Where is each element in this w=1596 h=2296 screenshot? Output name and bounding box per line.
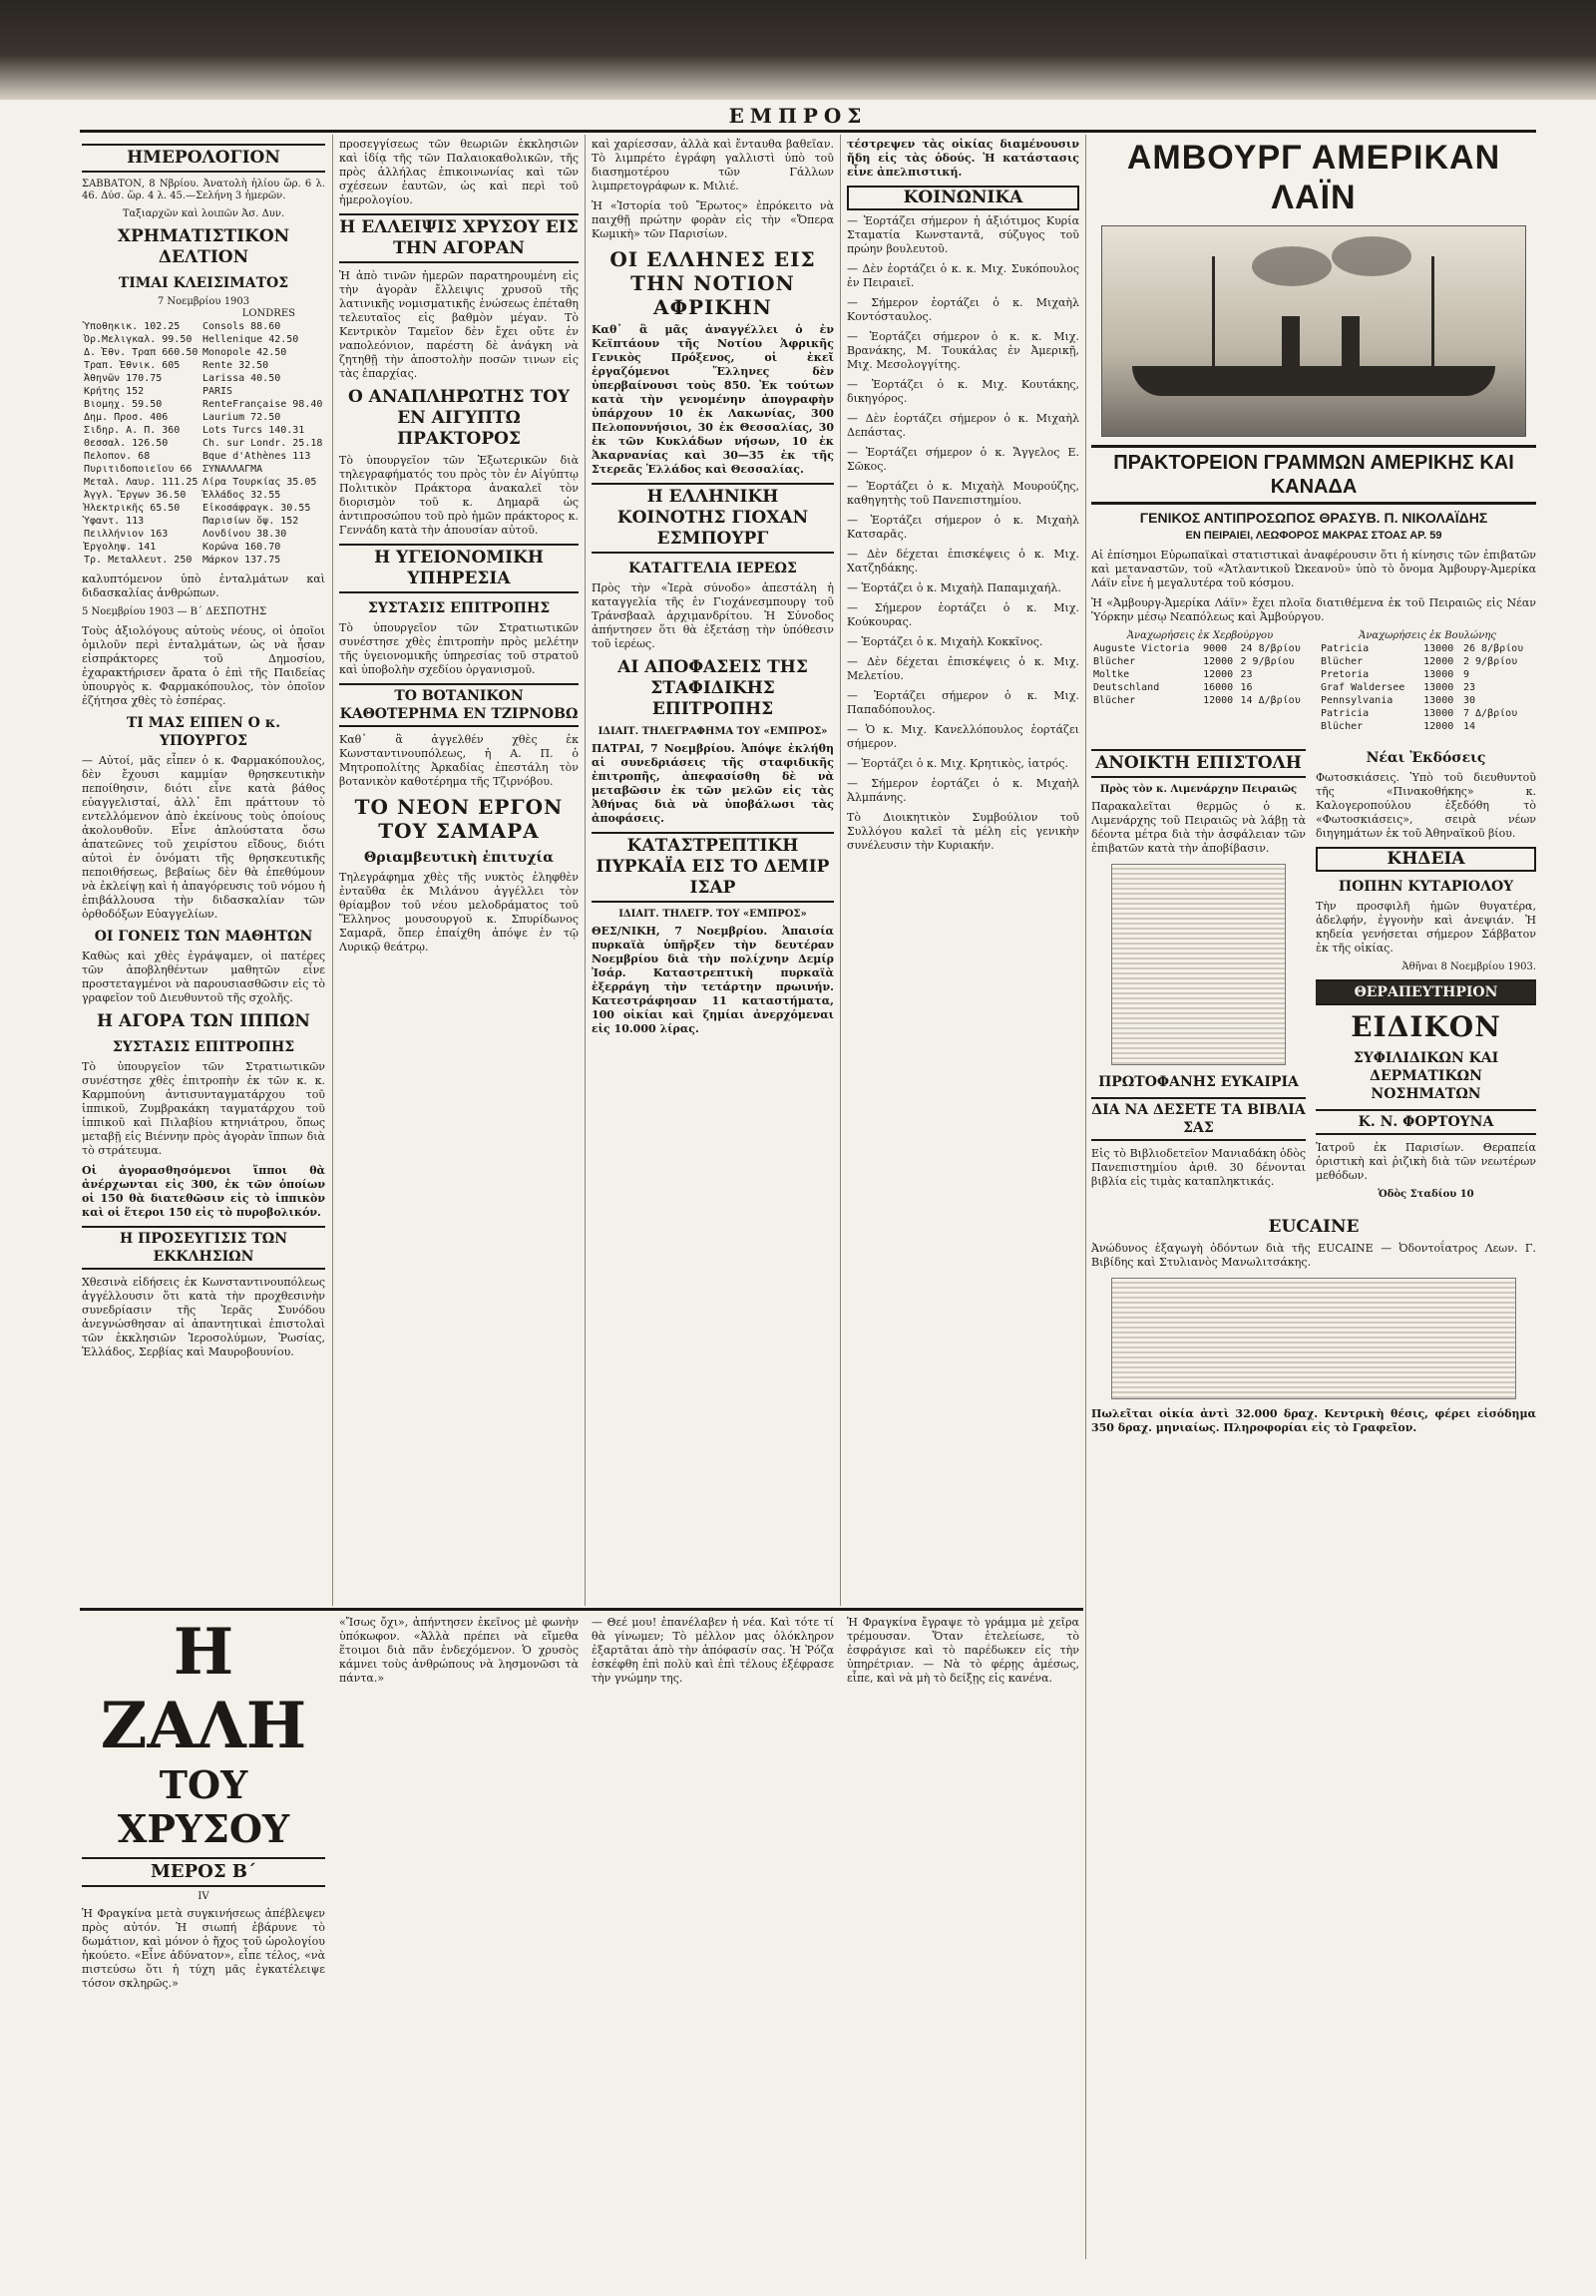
ad-headline: ΠΡΑΚΤΟΡΕΙΟΝ ΓΡΑΜΜΩΝ ΑΜΕΡΙΚΗΣ ΚΑΙ ΚΑΝΑΔΑ: [1091, 445, 1536, 505]
departure-cell: 26 8/βρίου: [1462, 643, 1524, 654]
column-divider: [585, 135, 586, 1606]
paragraph: προσεγγίσεως τῶν θεωριῶν ἐκκλησιῶν καὶ ἰδίᾳ τῆς τῶν Παλαιοκαθολικῶν, τῆς πρὸς ἀλλήλας ἐπικοινωνίας καὶ τῶν σχέσεων ἑαυτῶν, ὡς καὶ περὶ τοῦ ἡμερολογίου.: [339, 138, 579, 206]
section-heading: ΚΑΤΑΣΤΡΕΠΤΙΚΗ ΠΥΡΚΑΪΑ ΕΙΣ ΤΟ ΔΕΜΙΡ ΙΣΑΡ: [592, 832, 834, 903]
departure-cell: 23: [1240, 669, 1253, 680]
rate-cell: Θεσσαλ. 126.50: [84, 438, 169, 449]
serial-column-2: [339, 1616, 579, 2264]
section-heading: Η ΕΛΛΕΙΨΙΣ ΧΡΥΣΟΥ ΕΙΣ ΤΗΝ ΑΓΟΡΑΝ: [339, 213, 579, 263]
departures-heading: Ἀναχωρήσεις ἐκ Χερβούργου: [1126, 630, 1274, 641]
departure-cell: 7 Δ/βρίου: [1462, 708, 1518, 719]
finance-subheading: ΤΙΜΑΙ ΚΛΕΙΣΙΜΑΤΟΣ: [118, 275, 289, 291]
rate-cell: RenteFrançaise 98.40: [201, 399, 323, 410]
paragraph: Τὸ ὑπουργεῖον τῶν Ἐξωτερικῶν διὰ τηλεγραφήματός του πρὸς τὸν ἐν Αἰγύπτῳ Πολιτικὸν Πράκτορα ἀνακαλεῖ τὸν διορισμὸν τοῦ κ. Δημαρᾶ ὡς ἀντιπροσώπου τοῦ πρὸ ἡμῶν πράκτορος κ. Γεννάδη κατὰ τὴν ἀπουσίαν αὐτοῦ.: [339, 454, 579, 537]
ad-body: Αἱ ἐπίσημοι Εὐρωπαϊκαὶ στατιστικαὶ ἀναφέρουσιν ὅτι ἡ κίνησις τῶν ἐπιβατῶν καὶ μεταναστῶν, τοῦ «Ἀτλαντικοῦ Ὠκεανοῦ» ὑπὸ τὸ ὄνομα Ἀμβουργ-Ἀμερίκα Λάϊν εἶνε ἡ μεγαλυτέρα τοῦ κόσμου.: [1091, 549, 1536, 589]
departure-cell: Deutschland: [1093, 682, 1160, 693]
departure-cell: 13000: [1423, 682, 1454, 693]
departure-cell: Blücher: [1321, 721, 1364, 732]
dental-heading: ΕUCAINE: [1268, 1217, 1360, 1237]
section-heading: Η ΠΡΟΣΕΥΓΙΣΙΣ ΤΩΝ ΕΚΚΛΗΣΙΩΝ: [82, 1226, 325, 1270]
rate-cell: Ἀγγλ. Ἔργων 36.50: [84, 490, 187, 501]
section-subheading: ΣΥΣΤΑΣΙΣ ΕΠΙΤΡΟΠΗΣ: [367, 600, 551, 616]
section-subheading: Θριαμβευτικὴ ἐπιτυχία: [364, 850, 554, 866]
rate-cell: Πειλλήνιον 163: [84, 529, 169, 540]
social-item: — Σήμερον ἑορτάζει ὁ κ. Μιχαὴλ Κοντόσταυλος.: [847, 296, 1079, 323]
rate-row: [82, 333, 325, 346]
news-body: Φωτοσκιάσεις. Ὑπὸ τοῦ διευθυντοῦ τῆς «Πινακοθήκης» κ. Καλογεροπούλου ἐξεδόθη τὸ «Φωτοσκιάσεις», σειρὰ νέων διηγημάτων ἐκ τοῦ Ἀθηναϊκοῦ βίου.: [1316, 771, 1536, 840]
news-heading: Νέαι Ἐκδόσεις: [1366, 750, 1486, 766]
masthead-title: ΕΜΠΡΟΣ: [728, 104, 868, 128]
departure-cell: 16: [1240, 682, 1253, 693]
departures-left: [1091, 630, 1309, 733]
serial-title-2: ΤΟΥ ΧΡΥΣΟΥ: [117, 1762, 290, 1851]
rate-row: [82, 489, 325, 502]
rate-cell: Ἐργοληψ. 141: [84, 542, 157, 553]
rate-row: [82, 372, 325, 385]
ads-right-sub: [1316, 743, 1536, 1207]
finance-heading: ΧΡΗΜΑΤΙΣΤΙΚΟΝ ΔΕΛΤΙΟΝ: [117, 226, 290, 267]
departures-table: [1091, 642, 1309, 707]
rate-cell: Ὀρ.Μελιγκαλ. 99.50: [84, 334, 193, 345]
rate-cell: Ὑφαντ. 113: [84, 516, 145, 527]
departure-cell: 12000: [1203, 695, 1234, 706]
section-subheading: ΙΔΙΑΙΤ. ΤΗΛΕΓΡΑΦΗΜΑ ΤΟΥ «ΕΜΠΡΟΣ»: [598, 726, 828, 737]
rate-cell: Ἑλλάδος 32.55: [201, 490, 281, 501]
rate-cell: Τραπ. Ἐθνικ. 605: [84, 360, 181, 371]
rate-row: [82, 385, 325, 398]
ad-address: ΕΝ ΠΕΙΡΑΙΕΙ, ΛΕΩΦΟΡΟΣ ΜΑΚΡΑΣ ΣΤΟΑΣ ΑΡ. 59: [1185, 530, 1442, 542]
paragraph: Τὸ ὑπουργεῖον τῶν Στρατιωτικῶν συνέστησε χθὲς ἐπιτροπὴν ἐκ τῶν κ. κ. Καρμπούνη ἀντισυνταγματάρχου τοῦ ἱππικοῦ, Ζυμβρακάκη ταγματάρχου τοῦ ἱππικοῦ καὶ Πιλαβίου κτηνιάτρου, ὅπως μεταβῇ εἰς Βιέννην πρὸς ἀγορὰν ἵππων διὰ τὸ στράτευμα.: [82, 1060, 325, 1157]
rate-row: [82, 450, 325, 463]
departure-row: [1091, 668, 1309, 681]
shipping-ad-header: [1091, 138, 1536, 217]
social-item: — Σήμερον ἑορτάζει ὁ κ. Μιχαὴλ Ἀλμπάνης.: [847, 777, 1079, 804]
serial-text: Ἡ Φραγκίνα μετὰ συγκινήσεως ἀπέβλεψεν πρὸς αὐτόν. Ἡ σιωπή ἐβάρυνε τὸ δωμάτιον, καὶ μόνον ὁ ἤχος τοῦ ὡρολογίου ἠκούετο. «Εἶνε ἀδύνατον», εἶπε τέλος, «νὰ πιστεύσω ὅτι ἡ τύχη μᾶς ἐγκατέλειψε τόσον σκληρῶς.»: [82, 1907, 325, 1990]
departure-cell: 14 Δ/βρίου: [1240, 695, 1301, 706]
funnel-shape: [1282, 316, 1300, 366]
smoke-shape: [1332, 236, 1411, 276]
ads-split: [1091, 743, 1536, 1207]
social-item: — Ὁ κ. Μιχ. Κανελλόπουλος ἑορτάζει σήμερον.: [847, 723, 1079, 750]
rate-row: [82, 515, 325, 528]
section-subheading: ΚΑΤΑΓΓΕΛΙΑ ΙΕΡΕΩΣ: [628, 561, 797, 576]
section-heading: Η ΕΛΛΗΝΙΚΗ ΚΟΙΝΟΤΗΣ ΓΙΟΧΑΝ ΕΣΜΠΟΥΡΓ: [592, 483, 834, 554]
letter-heading: ΑΝΟΙΚΤΗ ΕΠΙΣΤΟΛΗ: [1091, 749, 1306, 778]
rate-cell: Τρ. Μεταλλευτ. 250: [84, 555, 193, 566]
social-item: — Ἑορτάζει ὁ κ. Μιχαὴλ Κοκκῖνος.: [847, 635, 1043, 648]
dateline: 5 Νοεμβρίου 1903 — Β΄ ΔΕΣΠΟΤΗΣ: [82, 606, 267, 617]
departures-table: [1319, 642, 1536, 733]
rate-cell: Σιδηρ. Α. Π. 360: [84, 425, 181, 436]
rate-row: [82, 424, 325, 437]
calendar-heading: ΗΜΕΡΟΛΟΓΙΟΝ: [82, 144, 325, 173]
rate-row: [82, 320, 325, 333]
clinic-body: Ἰατροῦ ἐκ Παρισίων. Θεραπεία ὁριστικὴ καὶ ῥιζικὴ διὰ τῶν νεωτέρων μεθόδων.: [1316, 1141, 1536, 1182]
column-divider: [332, 135, 333, 1606]
paragraph: ΘΕΣ/ΝΙΚΗ, 7 Νοεμβρίου. Ἀπαισία πυρκαϊὰ ὑπῆρξεν τὴν δευτέραν Νοεμβρίου διὰ τὴν πολίχνην Δεμίρ Ἰσάρ. Καταστρεπτικὴ πυρκαϊὰ ἐξερράγη τὴν τετάρτην πρωινήν. Κατεστράφησαν 11 καταστήματα, 100 οἰκίαι καὶ ζημίαι ἀνερχόμεναι εἰς 10.000 λίρας.: [592, 925, 834, 1035]
departure-cell: 12000: [1423, 721, 1454, 732]
rates-table: [82, 320, 325, 567]
paragraph: ΠΑΤΡΑΙ, 7 Νοεμβρίου. Ἀπόψε ἐκλήθη αἱ συνεδριάσεις τῆς σταφιδικῆς ἐπιτροπῆς, ἀπεφασίσθη δὲ νὰ μεταβῶσιν ἐκ τῶν μελῶν εἰς τὰς Ἀθήνας διὰ νὰ ὑποβάλωσι τὰς ἀποφάσεις.: [592, 742, 834, 825]
column-3: [592, 138, 834, 1604]
paragraph: — Αὐτοί, μᾶς εἶπεν ὁ κ. Φαρμακόπουλος, δὲν ἔχουσι καμμίαν θρησκευτικὴν πεποίθησιν, διότι εἶνε κατὰ βάθος εὐαγγελισταί, ἀλλ᾿ ἔπι πράττουν τὸ εντελλόμενον ἀπὸ ἐκείνους τοὺς ὁποίους ἀκολουθοῦν. Εἶνε ἀπλούστατα ὄσω ἀπατεῶνες τοῦ χειρίστου εἴδους, διότι αὐτοὶ ἐν ὀνόματι τῆς θρησκευτικῆς πεποιθήσεως, βεβαίως δὲν θὰ ἐπεθύμουν νὰ ἐκλείψῃ καὶ ἡ ἀπαγόρευσις τοῦ νόμου ἡ ἐπιβάλλουσα τὴν διδασκαλίαν τῶν ὀρθοδόξων Εὐαγγελίων.: [82, 754, 325, 921]
social-item: — Ἑορτάζει σήμερον ὁ κ. Ἄγγελος Ε. Σῶκος.: [847, 446, 1079, 473]
section-heading: ΚΟΙΝΩΝΙΚΑ: [847, 186, 1079, 210]
rate-cell: Larissa 40.50: [201, 373, 281, 384]
departure-row: [1091, 655, 1309, 668]
serial-column-3: [592, 1616, 834, 2264]
rate-cell: Βιομηχ. 59.50: [84, 399, 163, 410]
rate-row: [82, 554, 325, 567]
death-heading: ΚΗΔΕΙΑ: [1316, 847, 1536, 872]
paragraph: καὶ χαρίεσσαν, ἀλλὰ καὶ ἔνταυθα βαθεῖαν. Τὸ λιμπρέτο ἐγράφη γαλλιστὶ ὑπὸ τοῦ διασημοτέρου τῶν Γάλλων λιμπρετογράφων κ. Μιλιέ.: [592, 138, 834, 192]
rate-cell: Monopole 42.50: [201, 347, 287, 358]
serial-title: Η ΖΑΛΗ: [100, 1616, 307, 1763]
section-subheading: ΣΥΣΤΑΣΙΣ ΕΠΙΤΡΟΠΗΣ: [112, 1039, 295, 1055]
rate-cell: Δ. Ἐθν. Τραπ 660.50: [84, 347, 199, 358]
finance-date: 7 Νοεμβρίου 1903: [157, 296, 250, 307]
social-item: — Δὲν δέχεται ἐπισκέψεις ὁ κ. Μιχ. Χατζηδάκης.: [847, 548, 1079, 574]
rate-cell: Κορώνα 160.70: [201, 542, 281, 553]
paragraph: Καθ᾿ ἃ ἀγγελθέν χθὲς ἐκ Κωνσταντινουπόλεως, ἡ Α. Π. ὁ Μητροπολίτης Ἀρκαδίας ἐπεστάλη τὸν βοτανικὸν καθοτέρημα τῆς Τζιρνόβου.: [339, 733, 579, 788]
rate-row: [82, 411, 325, 424]
paragraph: Καθὼς καὶ χθὲς ἐγράψαμεν, οἱ πατέρες τῶν ἀποβληθέντων μαθητῶν εἶνε προστεταγμένοι νὰ παρουσιασθῶσιν εἰς τὸ γραφεῖον τοῦ Διευθυντοῦ τῆς σχολῆς.: [82, 950, 325, 1004]
departure-cell: 14: [1462, 721, 1476, 732]
social-item: — Ἑορτάζει ὁ κ. Μιχαὴλ Μουρούζης, καθηγητὴς τοῦ Πανεπιστημίου.: [847, 480, 1079, 507]
rate-cell: Ὑποθηκικ. 102.25: [84, 321, 181, 332]
serial-text: «Ἴσως ὄχι», ἀπήντησεν ἐκεῖνος μὲ φωνὴν ὑπόκωφον. «Ἀλλὰ πρέπει νὰ εἴμεθα ἕτοιμοι διὰ πᾶν ἐνδεχόμενον. Ὁ χρυσὸς κάμνει τοὺς ἀνθρώπους νὰ λησμονῶσι τὰ πάντα.»: [339, 1616, 579, 1685]
section-heading: ΤΙ ΜΑΣ ΕΙΠΕΝ Ο κ. ΥΠΟΥΡΓΟΣ: [126, 715, 281, 749]
ads-left-sub: [1091, 743, 1306, 1207]
social-item: — Ἑορτάζει ὁ κ. Μιχαὴλ Παπαμιχαήλ.: [847, 581, 1061, 594]
clinic-subtitle: ΣΥΦΙΛΙΔΙΚΩΝ ΚΑΙ ΔΕΡΜΑΤΙΚΩΝ ΝΟΣΗΜΑΤΩΝ: [1353, 1050, 1499, 1102]
rate-cell: Πυριτιδοποιεῖου 66: [84, 464, 193, 475]
shop-body: Εἰς τὸ Βιβλιοδετεῖον Μανιαδάκη ὁδὸς Πανεπιστημίου ἀριθ. 30 δένονται βιβλία εἰς τιμὰς καταπληκτικάς.: [1091, 1147, 1306, 1188]
rate-cell: Εἰκοσάφραγκ. 30.55: [201, 503, 311, 514]
section-heading: ΤΟ ΒΟΤΑΝΙΚΟΝ ΚΑΘΟΤΕΡΗΜΑ ΕΝ ΤΖΙΡΝΟΒΩ: [339, 683, 579, 727]
serial-part: ΜΕΡΟΣ Β΄: [82, 1857, 325, 1887]
mast-shape: [1431, 256, 1434, 366]
rate-cell: ΣΥΝΑΛΛΑΓΜΑ: [201, 464, 263, 475]
letter-subheading: Πρὸς τὸν κ. Λιμενάρχην Πειραιῶς: [1099, 784, 1298, 795]
mast-shape: [1212, 256, 1215, 366]
rate-cell: Laurium 72.50: [201, 412, 281, 423]
social-item: — Δὲν δέχεται ἐπισκέψεις ὁ κ. Μιχ. Μελετίου.: [847, 655, 1079, 682]
shop-subheading: ΔΙΑ ΝΑ ΔΕΣΕΤΕ ΤΑ ΒΙΒΛΙΑ ΣΑΣ: [1091, 1097, 1306, 1141]
section-heading: ΤΟ ΝΕΟΝ ΕΡΓΟΝ ΤΟΥ ΣΑΜΑΡΑ: [354, 795, 564, 843]
departure-cell: 13000: [1423, 695, 1454, 706]
paragraph: τέστρεψεν τὰς οἰκίας διαμένουσιν ἤδη εἰς τὰς ὁδούς. Ἡ κατάστασις εἶνε ἀπελπιστική.: [847, 138, 1079, 179]
departure-cell: 13000: [1423, 708, 1454, 719]
social-list: [847, 214, 1079, 805]
paragraph: Ἡ ἀπὸ τινῶν ἡμερῶν παρατηρουμένη εἰς τὴν ἀγορὰν ἔλλειψις χρυσοῦ τῆς λατινικῆς νομισματικῆς ἑνώσεως ἐπέταθη τελευταῖος εἰς βαθμὸν μέγαν. Τὸ Κεντρικὸν Ταμεῖον δὲν ἔχει οὔτε ἐν ναπολεόνιον, παρέστη δὲ ἀνάγκη νὰ ζητηθῇ τὴν ἀποστολὴν ποσῶν τινων εἰς τὰς ἐπαρχίας.: [339, 269, 579, 380]
column-1: [82, 138, 325, 1604]
section-heading: Η ΥΓΕΙΟΝΟΜΙΚΗ ΥΠΗΡΕΣΙΑ: [339, 544, 579, 593]
departure-cell: 16000: [1203, 682, 1234, 693]
rate-row: [82, 346, 325, 359]
social-item: — Δὲν ἑορτάζει ὁ κ. κ. Μιχ. Συκόπουλος ἐν Πειραιεῖ.: [847, 262, 1079, 289]
clinic-doctor: Κ. Ν. ΦΟΡΤΟΥΝΑ: [1316, 1109, 1536, 1135]
departure-row: [1319, 707, 1536, 720]
departure-cell: 2 9/βρίου: [1462, 656, 1518, 667]
column-2: [339, 138, 579, 1604]
departure-cell: Blücher: [1321, 656, 1364, 667]
rate-row: [82, 528, 325, 541]
ad-headline: ΑΜΒΟΥΡΓ ΑΜΕΡΙΚΑΝ ΛΑΪΝ: [1126, 139, 1501, 216]
social-item: — Ἑορτάζει σήμερον ἡ ἀξιότιμος Κυρία Σταματία Κωνσταντᾶ, σύζυγος τοῦ πρώην βουλευτοῦ.: [847, 214, 1079, 255]
column-4: [847, 138, 1079, 1604]
departure-row: [1319, 694, 1536, 707]
departure-row: [1319, 681, 1536, 694]
rate-cell: Λονδίνου 38.30: [201, 529, 287, 540]
top-rule: [80, 130, 1536, 133]
rate-cell: Μάρκον 137.75: [201, 555, 281, 566]
machine-illustration: [1111, 864, 1286, 1065]
rate-cell: Lots Turcs 140.31: [201, 425, 305, 436]
masthead-band: [0, 0, 1596, 100]
death-date: Ἀθῆναι 8 Νοεμβρίου 1903.: [1401, 961, 1536, 972]
departure-cell: 2 9/βρίου: [1240, 656, 1295, 667]
departures: [1091, 630, 1536, 733]
column-divider: [840, 135, 841, 1606]
departure-row: [1319, 720, 1536, 733]
serial-text: Ἡ Φραγκίνα ἔγραψε τὸ γράμμα μὲ χεῖρα τρέμουσαν. Ὅταν ἐτελείωσε, τὸ ἐσφράγισε καὶ τὸ παρέδωκεν εἰς τὴν ὑπηρέτριαν. — Νὰ τὸ φέρῃς ἀμέσως, εἶπε, καὶ νὰ μὴ τὸ δείξῃς εἰς κανένα.: [847, 1616, 1079, 1685]
departure-row: [1319, 668, 1536, 681]
calendar-text: ΣΑΒΒΑΤΟΝ, 8 Νβρίου. Ἀνατολὴ ἡλίου ὥρ. 6 λ. 46. Δύσ. ὥρ. 4 λ. 45.—Σελήνη 3 ἡμερῶν.: [82, 179, 325, 201]
rate-cell: Consols 88.60: [201, 321, 281, 332]
rate-row: [82, 437, 325, 450]
social-item: — Δὲν ἑορτάζει σήμερον ὁ κ. Μιχαὴλ Δεπάστας.: [847, 412, 1079, 439]
ad-body: Ἡ «Ἀμβουργ-Ἀμερίκα Λάϊν» ἔχει πλοῖα διατιθέμενα ἐκ τοῦ Πειραιῶς εἰς Νέαν Ὑόρκην μέσῳ Νεαπόλεως καὶ Ἀμβούργου.: [1091, 596, 1536, 623]
rate-row: [82, 502, 325, 515]
rate-cell: Ἀθηνῶν 170.75: [84, 373, 163, 384]
departure-cell: Moltke: [1093, 669, 1130, 680]
ship-illustration: [1101, 225, 1526, 437]
social-item: — Ἑορτάζει ὁ κ. Μιχ. Κρητικὸς, ἰατρός.: [847, 757, 1068, 770]
departure-cell: Graf Waldersee: [1321, 682, 1405, 693]
rate-cell: Δημ. Προσ. 406: [84, 412, 169, 423]
departure-row: [1091, 681, 1309, 694]
social-item: — Ἑορτάζει σήμερον ὁ κ. Μιχ. Παπαδόπουλος.: [847, 689, 1079, 716]
departure-cell: Patricia: [1321, 708, 1370, 719]
dental-body: Ἀνώδυνος ἐξαγωγὴ ὀδόντων διὰ τῆς EUCAINE — Ὀδοντοΐατρος Λεων. Γ. Βιβίδης καὶ Στυλιανὸς Μανωλιτσάκης.: [1091, 1242, 1536, 1269]
rate-cell: Λίρα Τουρκίας 35.05: [201, 477, 317, 488]
departure-row: [1091, 694, 1309, 707]
departure-row: [1319, 655, 1536, 668]
departure-cell: 9: [1462, 669, 1470, 680]
departure-cell: Pretoria: [1321, 669, 1370, 680]
paragraph: Τοὺς ἀξιολόγους αὐτοὺς νέους, οἱ ὁποῖοι ὁμιλοῦν περὶ ἐνταλμάτων, ὡς νὰ ἦσαν εἰσπράκτορες τοῦ Δημοσίου, ἐχαρακτήρισεν ἄρατα ὁ ἐπὶ τῆς Παιδείας ὑπουργὸς κ. Φαρμακόπουλος, τὸν ὁποῖον ἐζήτησα χθὲς τὸ ἑσπέρας.: [82, 624, 325, 707]
rate-cell: Κρήτης 152: [84, 386, 145, 397]
serial-title-block: [82, 1616, 325, 2264]
departure-cell: Patricia: [1321, 643, 1370, 654]
rate-cell: Bque d'Athènes 113: [201, 451, 311, 462]
ad-agent: ΓΕΝΙΚΟΣ ΑΝΤΙΠΡΟΣΩΠΟΣ ΘΡΑΣΥΒ. Π. ΝΙΚΟΛΑΪΔΗΣ: [1139, 510, 1488, 526]
departure-cell: 12000: [1203, 656, 1234, 667]
departure-cell: Blücher: [1093, 695, 1136, 706]
serial-column-4: [847, 1616, 1079, 2264]
london-label: LONDRES: [241, 308, 295, 319]
paragraph: Τηλεγράφημα χθὲς τῆς νυκτὸς ἐληφθὲν ἐνταῦθα ἐκ Μιλάνου ἀγγέλλει τὸν θρίαμβον τοῦ νέου μελοδράματος τοῦ Ἕλληνος μουσουργοῦ κ. Σπυρίδωνος Σαμαρᾶ, ὅπερ ἐπαίχθη ἀπόψε ἐν τῷ Λυρικῷ θεάτρῳ.: [339, 871, 579, 954]
departure-cell: 30: [1462, 695, 1476, 706]
social-item: — Ἑορτάζει σήμερον ὁ κ. Μιχαὴλ Κατσαρᾶς.: [847, 514, 1079, 541]
rate-cell: Hellenique 42.50: [201, 334, 299, 345]
column-divider: [1085, 135, 1086, 2259]
section-heading: Η ΑΓΟΡΑ ΤΩΝ ΙΠΠΩΝ: [97, 1011, 310, 1031]
hull-shape: [1132, 366, 1495, 396]
departure-row: [1091, 642, 1309, 655]
clinic-title: ΕΙΔΙΚΟΝ: [1351, 1010, 1501, 1043]
letter-body: Παρακαλεῖται θερμῶς ὁ κ. Λιμενάρχης τοῦ Πειραιῶς νὰ λάβῃ τὰ δέοντα μέτρα διὰ τὴν ἀσφάλειαν τῶν ἐπιβατῶν κατὰ τὴν ἀποβίβασιν.: [1091, 800, 1306, 855]
ads-column: [1091, 138, 1536, 2257]
social-item: — Ἑορτάζει ὁ κ. Μιχ. Κουτάκης, δικηγόρος.: [847, 378, 1079, 405]
clinic-heading: ΘΕΡΑΠΕΥΤΗΡΙΟΝ: [1316, 979, 1536, 1005]
rate-cell: Ch. sur Londr. 25.18: [201, 438, 323, 449]
rate-row: [82, 398, 325, 411]
serial-chapter: IV: [198, 1891, 209, 1902]
rate-cell: Παρισίων ὄψ. 152: [201, 516, 299, 527]
departure-cell: 13000: [1423, 643, 1454, 654]
calendar-feast: Ταξιαρχῶν καὶ λοιπῶν Ἀσ. Δυν.: [122, 208, 285, 219]
serial-text: — Θεέ μου! ἐπανέλαβεν ἡ νέα. Καὶ τότε τί θὰ γίνωμεν; Τὸ μέλλον μας ὁλόκληρον ἐξαρτᾶται ἀπὸ τὴν ἀπόφασίν σας. Ἡ Ῥόζα ἐσκέφθη ἐπὶ πολὺ καὶ ἐπὶ τέλους ἐξέφρασε τὴν γνώμην της.: [592, 1616, 834, 1685]
rate-cell: PARIS: [201, 386, 233, 397]
smoke-shape: [1252, 246, 1332, 286]
departure-cell: Blücher: [1093, 656, 1136, 667]
section-heading: Ο ΑΝΑΠΛΗΡΩΤΗΣ ΤΟΥ ΕΝ ΑΙΓΥΠΤΩ ΠΡΑΚΤΟΡΟΣ: [347, 387, 571, 449]
departure-cell: 9000: [1203, 643, 1228, 654]
rate-cell: Rente 32.50: [201, 360, 269, 371]
rate-row: [82, 359, 325, 372]
funnel-shape: [1342, 316, 1360, 366]
rate-cell: Μεταλ. Λαυρ. 111.25: [84, 477, 199, 488]
section-heading: ΑΙ ΑΠΟΦΑΣΕΙΣ ΤΗΣ ΣΤΑΦΙΔΙΚΗΣ ΕΠΙΤΡΟΠΗΣ: [617, 657, 808, 719]
departure-cell: 13000: [1423, 669, 1454, 680]
departure-cell: 23: [1462, 682, 1476, 693]
departure-cell: Pennsylvania: [1321, 695, 1394, 706]
departure-cell: 24 8/βρίου: [1240, 643, 1301, 654]
departures-heading: Ἀναχωρήσεις ἐκ Βουλώνης: [1359, 630, 1496, 641]
death-body: Τὴν προσφιλῆ ἡμῶν θυγατέρα, ἀδελφήν, ἐγγονὴν καὶ ἀνεψιάν. Ἡ κηδεία γενήσεται σήμερον Σάββατον ἐκ τῆς οἰκίας.: [1316, 900, 1536, 955]
paragraph: Χθεσινὰ εἰδήσεις ἐκ Κωνσταντινουπόλεως ἀγγέλλουσιν ὅτι κατὰ τὴν προχθεσινὴν συνεδρίασιν τῆς Ἱερᾶς Συνόδου ἀνεγνώσθησαν αἱ ἀπαντητικαὶ ἐπιστολαὶ τῶν ἐκκλησιῶν Ἱεροσολύμων, Ῥωσίας, Ἑλλάδος, Σερβίας καὶ Μαυροβουνίου.: [82, 1276, 325, 1358]
shop-heading: ΠΡΩΤΟΦΑΝΗΣ ΕΥΚΑΙΡΙΑ: [1098, 1074, 1299, 1090]
departure-cell: 12000: [1423, 656, 1454, 667]
rate-row: [82, 476, 325, 489]
rate-row: [82, 463, 325, 476]
social-item: — Ἑορτάζει σήμερον ὁ κ. κ. Μιχ. Βρανάκης, Μ. Τουκάλας ἐν Ἀμερικῇ, Μιχ. Μεσολογγίτης.: [847, 330, 1079, 371]
rate-cell: Πελοπον. 68: [84, 451, 151, 462]
paragraph: Πρὸς τὴν «Ἱερὰ σύνοδο» ἀπεστάλη ἡ καταγγελία τῆς ἐν Γιοχάνεσμπουργ τοῦ Τράνσβααλ ἀρχιμανδρίτου. Ἡ Σύνοδος ἀπήντησεν ὅτι θὰ ἐξετάσῃ τὴν ὑπόθεσιν τοῦ ἱερέως.: [592, 581, 834, 650]
ad-illustration: [1111, 1278, 1516, 1399]
paragraph: Οἱ ἀγορασθησόμενοι ἵπποι θὰ ἀνέρχωνται εἰς 300, ἐκ τῶν ὁποίων οἱ 150 θὰ διατεθῶσιν εἰς τὸ ἱππικὸν καὶ οἱ ἕτεροι 150 εἰς τὸ πυροβολικόν.: [82, 1164, 325, 1219]
paragraph: Ἡ «Ἱστορία τοῦ Ἔρωτος» ἐπρόκειτο νὰ παιχθῇ πρώτην φορὰν εἰς τὴν «Ὄπερα Κωμικὴ» τῶν Παρισίων.: [592, 199, 834, 240]
clinic-address: Ὁδὸς Σταδίου 10: [1378, 1189, 1474, 1200]
serial-rule: [80, 1608, 1083, 1611]
death-name: ΠΟΠΗΝ ΚΥΤΑΡΙΟΛΟΥ: [1338, 879, 1514, 895]
section-heading: ΟΙ ΕΛΛΗΝΕΣ ΕΙΣ ΤΗΝ ΝΟΤΙΟΝ ΑΦΡΙΚΗΝ: [609, 247, 816, 319]
paragraph: Καθ᾿ ἃ μᾶς ἀναγγέλλει ὁ ἐν Κεϊπτάουν τῆς Νοτίου Ἀφρικῆς Γενικὸς Πρόξενος, οἱ ἐκεῖ ἐργαζόμενοι Ἕλληνες δὲν ὑπερβαίνουσι τοὺς 850. Ἐκ τούτων κατὰ τὴν γενομένην ἀπογραφὴν ὑπάρχουν 10 ἐκ Λακωνίας, 300 Πελοποννήσιοι, 30 ἐκ Θεσσαλίας, 30 ἐκ τῶν Κυκλάδων νήσων, 10 ἐκ Ἀκαρνανίας καὶ 30—35 ἐκ τῆς Στερεᾶς Ἑλλάδος καὶ Θεσσαλίας.: [592, 323, 834, 476]
social-item: — Σήμερον ἑορτάζει ὁ κ. Μιχ. Κούκουρας.: [847, 601, 1079, 628]
departures-right: [1319, 630, 1536, 733]
section-heading: ΟΙ ΓΟΝΕΙΣ ΤΩΝ ΜΑΘΗΤΩΝ: [94, 929, 313, 945]
paragraph: Τὸ ὑπουργεῖον τῶν Στρατιωτικῶν συνέστησε χθὲς ἐπιτροπὴν πρὸς μελέτην τῆς ὑγειονομικῆς ὑπηρεσίας τοῦ στρατοῦ καὶ ὑποβολὴν σχεδίου ὀργανισμοῦ.: [339, 621, 579, 676]
rate-row: [82, 541, 325, 554]
section-subheading: ΙΔΙΑΙΤ. ΤΗΛΕΓΡ. ΤΟΥ «ΕΜΠΡΟΣ»: [618, 909, 807, 920]
paragraph: καλυπτόμενον ὑπὸ ἐνταλμάτων καὶ διδασκαλίας ἀνθρώπων.: [82, 573, 325, 599]
sale-body: Πωλεῖται οἰκία ἀντὶ 32.000 δραχ. Κεντρικὴ θέσις, φέρει εἰσόδημα 350 δραχ. μηνιαίως. Πληροφορίαι εἰς τὸ Γραφεῖον.: [1091, 1407, 1536, 1434]
rate-cell: Ἠλεκτρικῆς 65.50: [84, 503, 181, 514]
departure-cell: Auguste Victoria: [1093, 643, 1190, 654]
departure-row: [1319, 642, 1536, 655]
departure-cell: 12000: [1203, 669, 1234, 680]
paragraph: Τὸ Διοικητικὸν Συμβούλιον τοῦ Συλλόγου καλεῖ τὰ μέλη εἰς γενικὴν συνέλευσιν τὴν Κυριακήν.: [847, 811, 1079, 852]
